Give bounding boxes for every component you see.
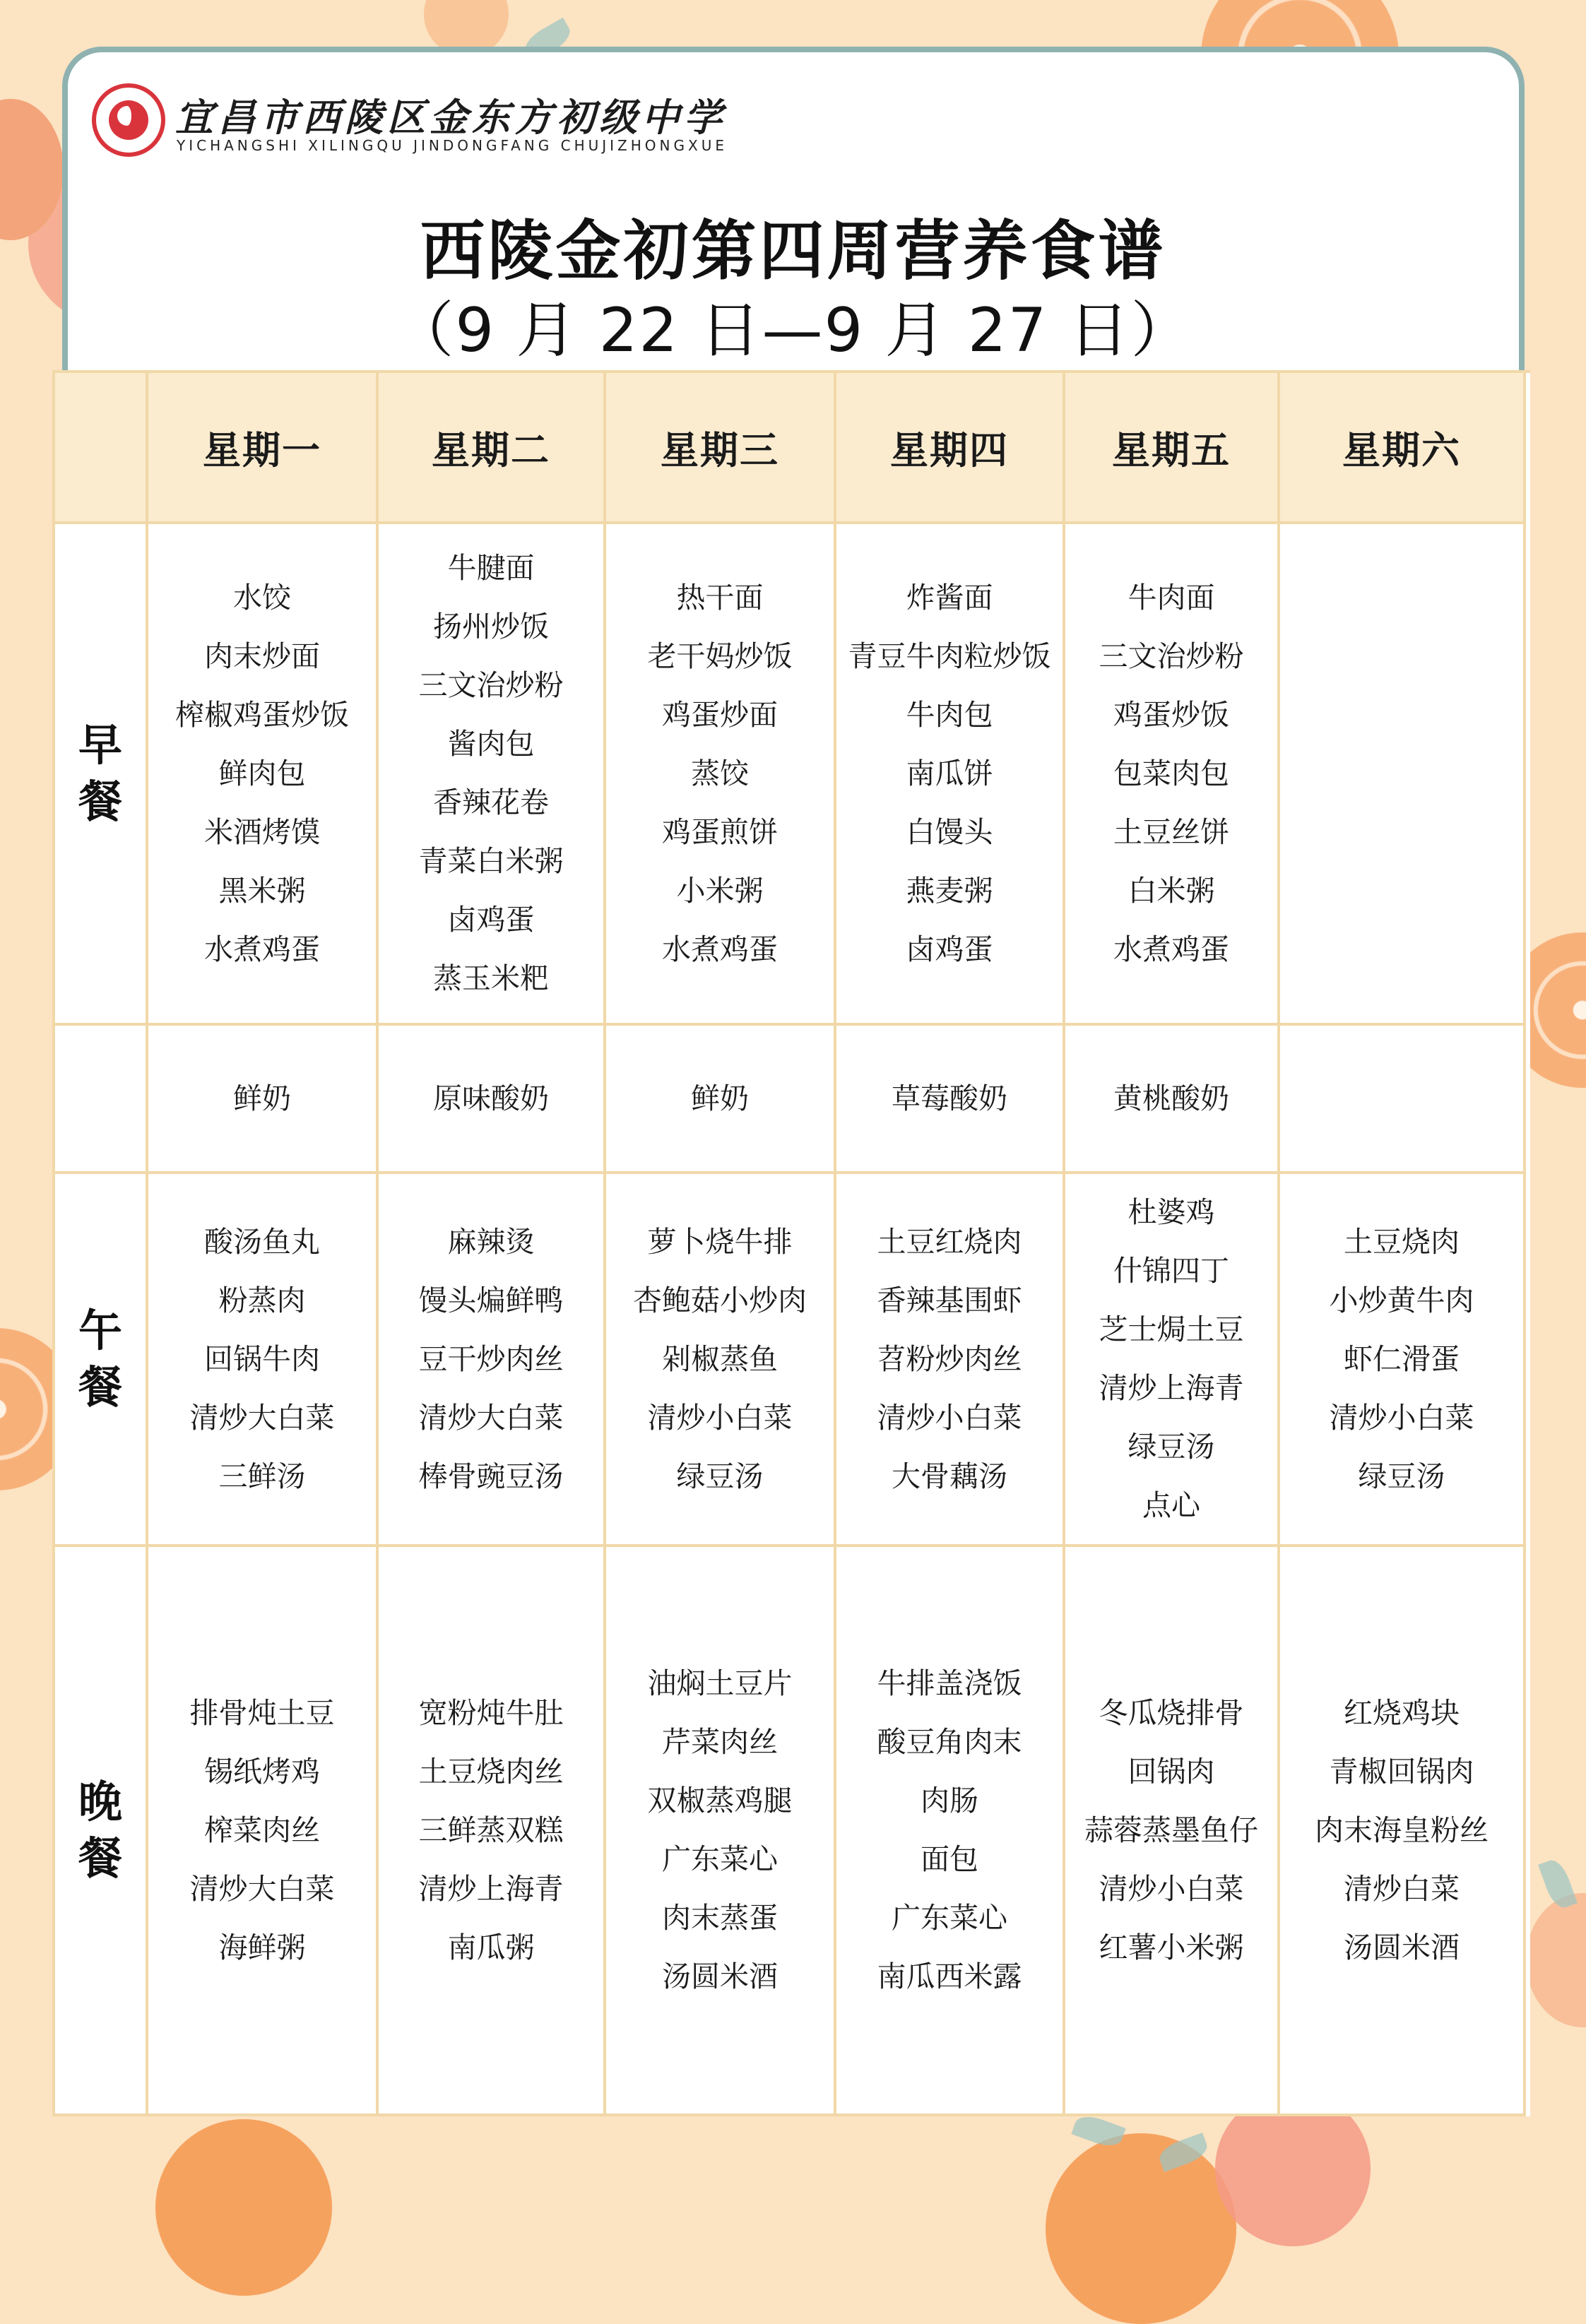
dish-item: 蒸饺	[691, 756, 749, 790]
dish-item: 红烧鸡块	[1344, 1695, 1460, 1730]
dish-list	[190, 1684, 335, 1977]
dish-item: 黑米粥	[218, 873, 306, 908]
dish-item: 酱肉包	[447, 727, 535, 761]
dish-list	[233, 1069, 291, 1128]
dish-list	[1315, 1684, 1489, 1977]
decor-peach-right	[1526, 1893, 1586, 2027]
dish-item: 鲜肉包	[218, 756, 306, 790]
dish-list	[877, 1654, 1022, 2006]
dish-item: 肉末海皇粉丝	[1315, 1813, 1489, 1847]
dish-item: 棒骨豌豆汤	[418, 1459, 564, 1493]
dish-item: 土豆烧肉丝	[418, 1754, 564, 1789]
dish-item: 杜婆鸡	[1128, 1195, 1215, 1229]
dish-item: 水饺	[233, 580, 291, 615]
dish-item: 清炒上海青	[418, 1871, 564, 1906]
dish-item: 清炒大白菜	[189, 1400, 335, 1435]
dish-list	[1099, 569, 1244, 979]
dish-item: 肉末蒸蛋	[662, 1901, 778, 1935]
menu-cell	[379, 1026, 606, 1174]
meal-label: 晚餐	[78, 1776, 122, 1884]
menu-cell	[148, 1174, 379, 1547]
dish-item: 牛肉面	[1128, 580, 1215, 615]
dish-list	[419, 539, 564, 1008]
dish-item: 小米粥	[676, 873, 764, 908]
dish-item: 热干面	[676, 580, 764, 615]
dish-item: 苕粉炒肉丝	[877, 1341, 1022, 1376]
decor-leaf	[1538, 1856, 1578, 1911]
day-header: 星期二	[432, 427, 550, 473]
menu-cell	[1280, 1547, 1526, 2116]
dish-list	[190, 1213, 335, 1506]
dish-item: 清炒大白菜	[418, 1400, 564, 1435]
dish-item: 南瓜粥	[447, 1930, 535, 1964]
dish-item: 清炒上海青	[1099, 1371, 1244, 1405]
dish-item: 绿豆汤	[1358, 1459, 1445, 1493]
dish-item: 锡纸烤鸡	[204, 1754, 320, 1789]
menu-cell	[1280, 1174, 1526, 1547]
dish-item: 汤圆米酒	[1344, 1930, 1460, 1964]
menu-cell	[836, 1547, 1065, 2116]
dish-item: 鸡蛋煎饼	[662, 814, 778, 849]
dish-item: 南瓜西米露	[877, 1960, 1022, 1993]
menu-cell	[148, 1547, 379, 2116]
menu-cell	[1065, 524, 1280, 1026]
day-header: 星期三	[661, 427, 779, 473]
dish-item: 鸡蛋炒面	[662, 697, 778, 732]
dish-item: 芝士焗土豆	[1099, 1312, 1244, 1346]
dish-item: 面包	[921, 1842, 978, 1876]
dish-item: 鸡蛋炒饭	[1113, 697, 1229, 732]
dish-list	[419, 1213, 564, 1506]
dish-item: 虾仁滑蛋	[1344, 1341, 1460, 1376]
header-corner	[55, 373, 148, 524]
school-logo-swirl	[117, 106, 137, 126]
menu-cell	[836, 1174, 1065, 1547]
decor-orange-bottomleft	[155, 2119, 332, 2296]
dish-list	[1084, 1684, 1258, 1977]
dish-item: 牛排盖浇饭	[877, 1666, 1022, 1700]
dish-item: 萝卜烧牛排	[647, 1224, 793, 1259]
dish-item: 回锅牛肉	[204, 1341, 320, 1376]
meal-label: 午餐	[78, 1305, 122, 1413]
dish-item: 宽粉炖牛肚	[418, 1695, 564, 1730]
meal-label-cell	[55, 1174, 148, 1547]
dish-item: 大骨藕汤	[892, 1459, 1007, 1493]
menu-cell	[606, 524, 836, 1026]
dish-item: 点心	[1142, 1488, 1200, 1522]
dish-item: 牛肉包	[906, 697, 993, 732]
menu-cell	[606, 1174, 836, 1547]
dish-item: 燕麦粥	[906, 873, 993, 908]
dish-item: 肉肠	[921, 1784, 978, 1818]
dish-item: 白馒头	[906, 814, 993, 849]
meal-label-cell	[55, 524, 148, 1026]
dish-item: 黄桃酸奶	[1113, 1081, 1229, 1115]
dish-item: 粉蒸肉	[218, 1283, 306, 1317]
dish-list	[419, 1684, 564, 1977]
dish-list	[1113, 1069, 1229, 1128]
menu-cell	[836, 524, 1065, 1026]
dish-item: 汤圆米酒	[662, 1960, 778, 1993]
dish-list	[892, 1069, 1007, 1128]
dish-item: 卤鸡蛋	[447, 903, 535, 937]
dish-list	[691, 1069, 749, 1128]
dish-item: 酸豆角肉末	[877, 1725, 1022, 1759]
school-logo	[92, 83, 165, 157]
decor-orange-bottomright	[1046, 2133, 1236, 2324]
dish-item: 草莓酸奶	[892, 1081, 1007, 1115]
dish-item: 广东菜心	[662, 1842, 778, 1876]
meal-label: 早餐	[78, 719, 122, 827]
dish-list	[877, 1213, 1022, 1506]
dish-item: 豆干炒肉丝	[418, 1341, 564, 1376]
meal-label-cell	[55, 1547, 148, 2116]
dish-item: 蒜蓉蒸墨鱼仔	[1084, 1813, 1258, 1847]
day-header: 星期六	[1342, 427, 1461, 473]
menu-cell	[606, 1547, 836, 2116]
menu-cell	[1280, 1026, 1526, 1174]
dish-item: 牛腱面	[447, 551, 535, 585]
dish-item: 扬州炒饭	[433, 610, 549, 644]
menu-cell	[379, 1174, 606, 1547]
dish-item: 海鲜粥	[218, 1930, 306, 1964]
school-name-cn: 宜昌市西陵区金东方初级中学	[175, 95, 726, 140]
dish-item: 酸汤鱼丸	[204, 1224, 320, 1259]
day-header-cell	[1280, 373, 1526, 524]
dish-item: 榨椒鸡蛋炒饭	[175, 697, 349, 732]
date-range: （9 月 22 日—9 月 27 日）	[393, 295, 1193, 366]
dish-item: 水煮鸡蛋	[1113, 932, 1229, 966]
dish-item: 三文治炒粉	[418, 668, 564, 702]
dish-item: 芹菜肉丝	[662, 1725, 778, 1759]
dish-list	[175, 569, 349, 979]
menu-cell	[1280, 524, 1526, 1026]
menu-cell	[606, 1026, 836, 1174]
menu-cell	[379, 524, 606, 1026]
dish-item: 蒸玉米粑	[433, 961, 549, 995]
dish-item: 肉末炒面	[204, 639, 320, 673]
dish-item: 麻辣烫	[447, 1224, 535, 1259]
dish-item: 南瓜饼	[906, 756, 993, 790]
menu-cell	[1065, 1026, 1280, 1174]
page-title: 西陵金初第四周营养食谱	[420, 213, 1166, 289]
dish-item: 鲜奶	[691, 1081, 749, 1115]
dish-item: 水煮鸡蛋	[662, 932, 778, 966]
dish-item: 清炒小白菜	[647, 1400, 793, 1435]
menu-cell	[379, 1547, 606, 2116]
dish-item: 清炒小白菜	[1329, 1400, 1474, 1435]
dish-item: 小炒黄牛肉	[1329, 1283, 1474, 1317]
dish-item: 杏鲍菇小炒肉	[633, 1283, 807, 1317]
dish-item: 什锦四丁	[1113, 1254, 1229, 1288]
day-header-cell	[1065, 373, 1280, 524]
day-header-cell	[379, 373, 606, 524]
dish-item: 清炒白菜	[1344, 1871, 1460, 1906]
menu-cell	[148, 1026, 379, 1174]
school-header	[92, 83, 728, 168]
dish-item: 绿豆汤	[676, 1459, 764, 1493]
dish-list	[433, 1069, 549, 1128]
dish-item: 双椒蒸鸡腿	[647, 1784, 793, 1818]
menu-table	[52, 370, 1530, 2116]
school-name-en: YICHANGSHI XILINGQU JINDONGFANG CHUJIZHONGXUE	[177, 137, 728, 154]
dish-item: 水煮鸡蛋	[204, 932, 320, 966]
dish-item: 卤鸡蛋	[906, 932, 993, 966]
dish-item: 榨菜肉丝	[204, 1813, 320, 1847]
dish-item: 青椒回锅肉	[1329, 1754, 1474, 1789]
dish-item: 白米粥	[1128, 873, 1215, 908]
dish-item: 土豆丝饼	[1113, 814, 1229, 849]
dish-item: 排骨炖土豆	[189, 1695, 335, 1730]
menu-cell	[1065, 1547, 1280, 2116]
dish-item: 三文治炒粉	[1099, 639, 1244, 673]
day-header: 星期五	[1112, 427, 1231, 473]
dish-item: 土豆烧肉	[1344, 1224, 1460, 1259]
dish-item: 馒头煸鲜鸭	[418, 1283, 564, 1317]
menu-cell	[1065, 1174, 1280, 1547]
dish-item: 老干妈炒饭	[647, 639, 793, 673]
dish-list	[633, 1213, 807, 1506]
meal-label-cell	[55, 1026, 148, 1174]
day-header: 星期四	[890, 427, 1009, 473]
dish-item: 鲜奶	[233, 1081, 291, 1115]
dish-item: 香辣花卷	[433, 785, 549, 819]
dish-list	[648, 569, 793, 979]
dish-list	[648, 1654, 793, 2006]
day-header-cell	[148, 373, 379, 524]
dish-item: 香辣基围虾	[877, 1283, 1022, 1317]
dish-list	[1099, 1183, 1244, 1535]
dish-item: 原味酸奶	[433, 1081, 549, 1115]
dish-item: 土豆红烧肉	[877, 1224, 1022, 1259]
dish-item: 米酒烤馍	[204, 814, 320, 849]
dish-list	[848, 569, 1051, 979]
dish-item: 青豆牛肉粒炒饭	[848, 639, 1051, 673]
dish-item: 青菜白米粥	[418, 844, 564, 878]
dish-item: 包菜肉包	[1113, 756, 1229, 790]
dish-item: 油焖土豆片	[647, 1666, 793, 1700]
dish-item: 三鲜蒸双糕	[418, 1813, 564, 1847]
dish-item: 冬瓜烧排骨	[1099, 1695, 1244, 1730]
dish-item: 三鲜汤	[218, 1459, 306, 1493]
day-header-cell	[606, 373, 836, 524]
menu-cell	[148, 524, 379, 1026]
dish-item: 炸酱面	[906, 580, 993, 615]
dish-list	[1330, 1213, 1474, 1506]
day-header: 星期一	[203, 427, 321, 473]
dish-item: 清炒小白菜	[1099, 1871, 1244, 1906]
dish-item: 清炒小白菜	[877, 1400, 1022, 1435]
day-header-cell	[836, 373, 1065, 524]
dish-item: 剁椒蒸鱼	[662, 1341, 778, 1376]
dish-item: 清炒大白菜	[189, 1871, 335, 1906]
dish-item: 广东菜心	[892, 1901, 1007, 1935]
dish-item: 回锅肉	[1128, 1754, 1215, 1789]
menu-cell	[836, 1026, 1065, 1174]
dish-item: 绿豆汤	[1128, 1430, 1215, 1464]
dish-item: 红薯小米粥	[1099, 1930, 1244, 1964]
